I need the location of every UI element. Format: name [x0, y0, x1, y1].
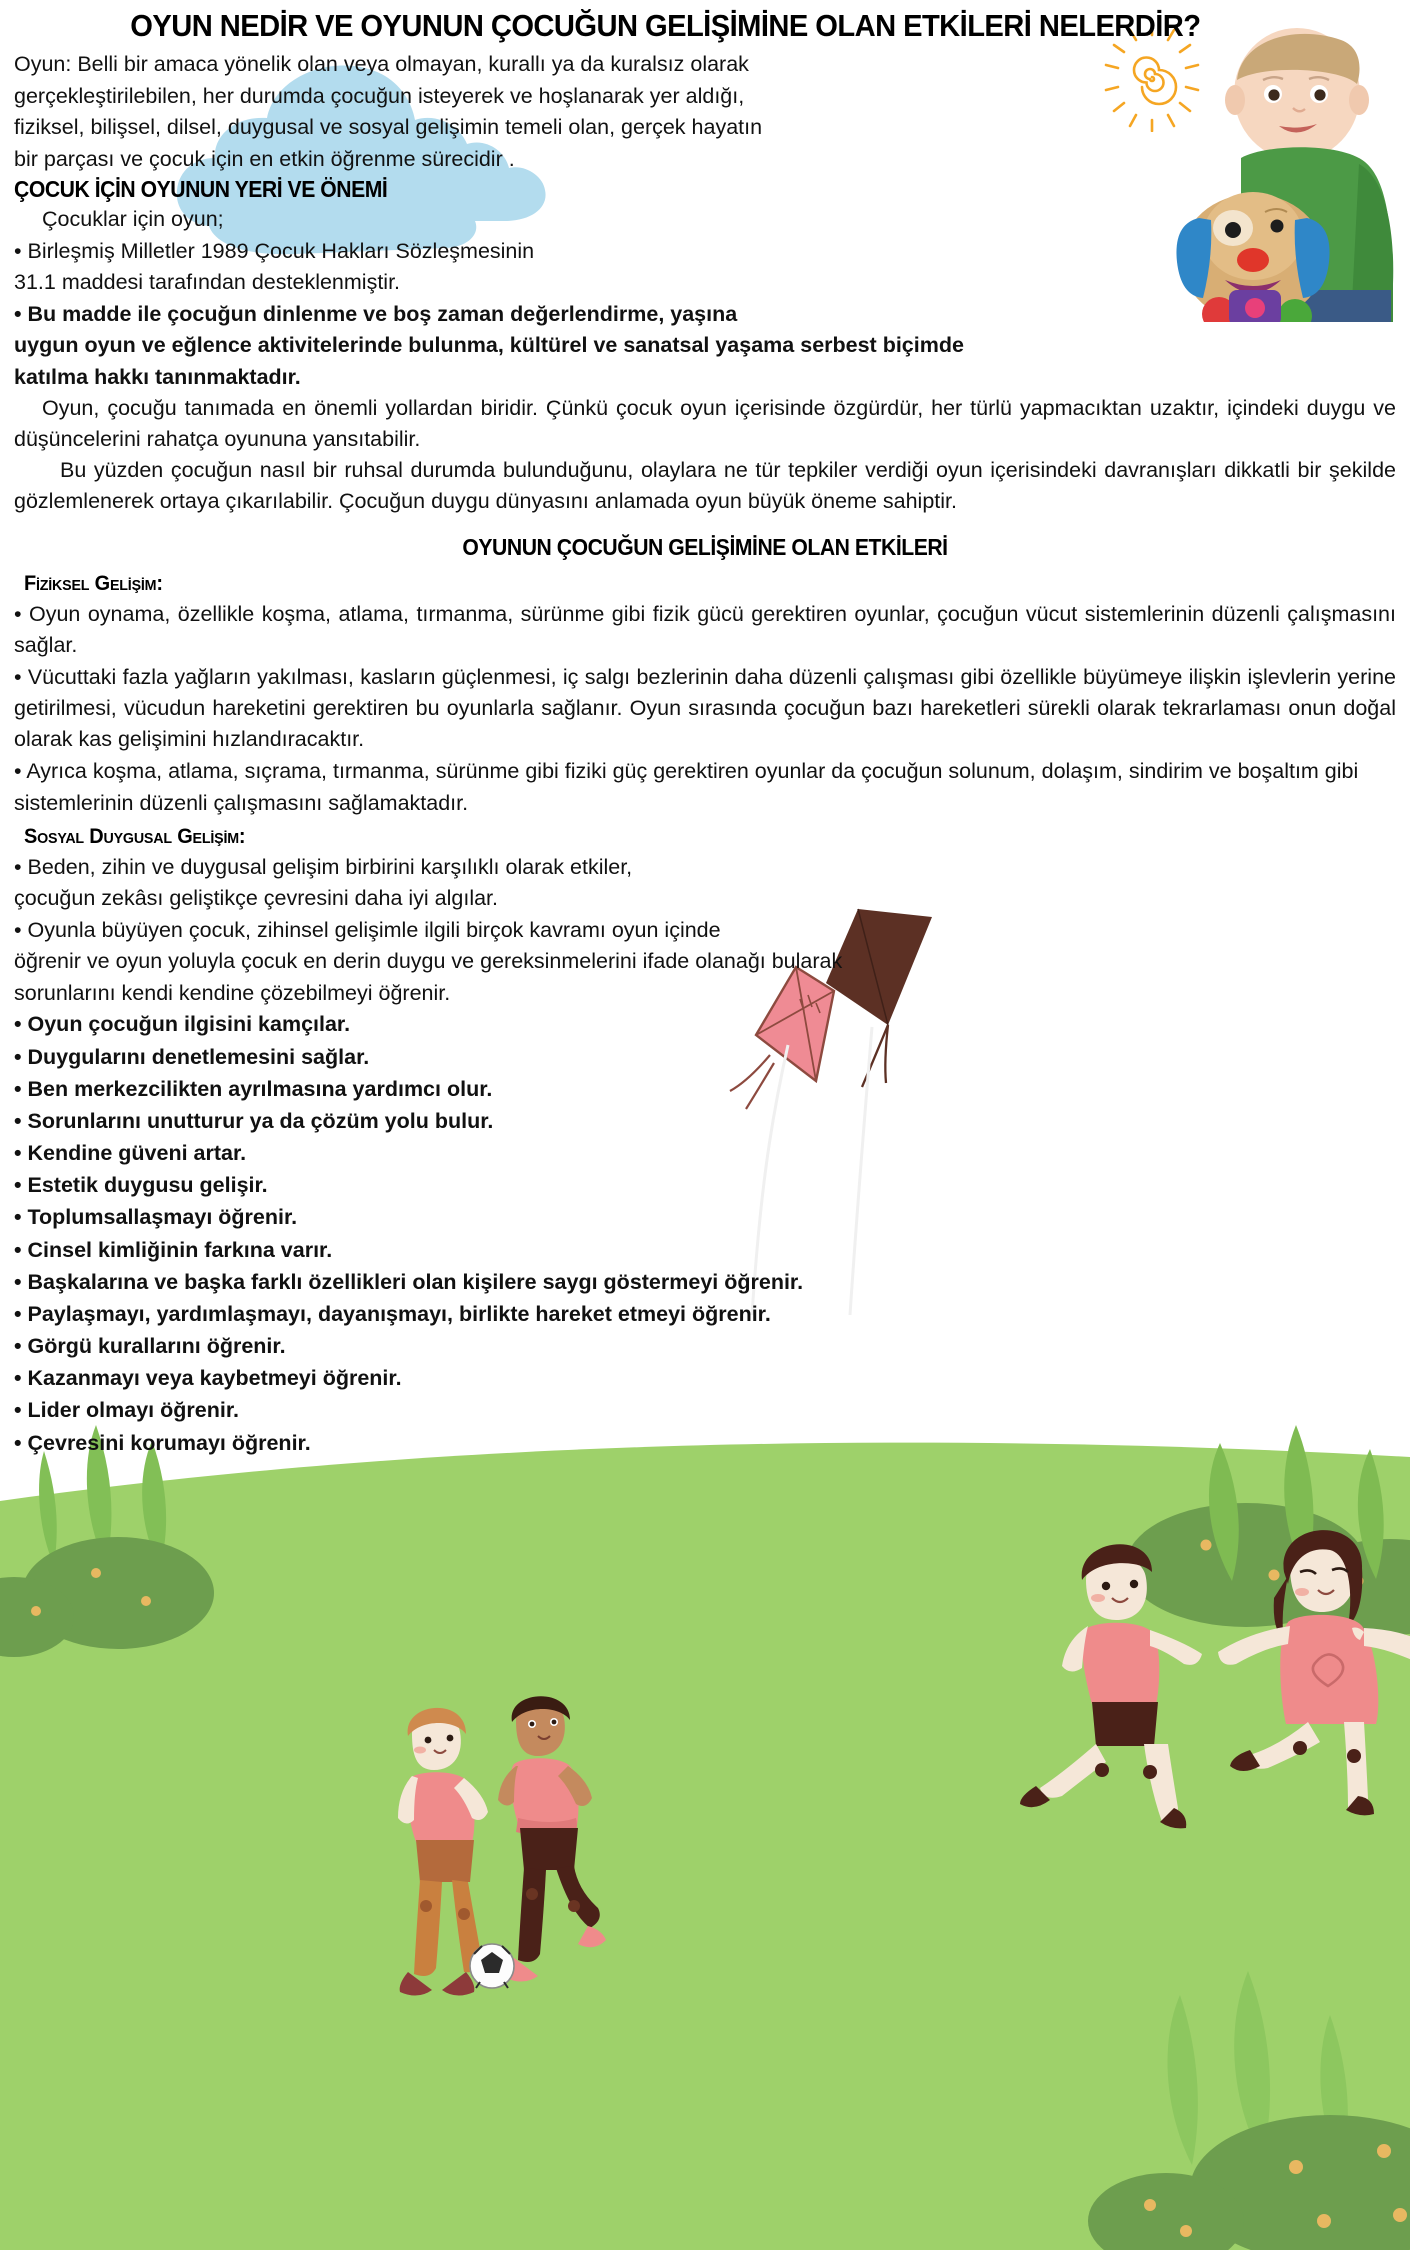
lead-text: Çocuklar için oyun;: [42, 207, 224, 232]
list-item: • Toplumsallaşmayı öğrenir.: [14, 1205, 298, 1230]
section-heading-effects: OYUNUN ÇOCUĞUN GELİŞİMİNE OLAN ETKİLERİ: [462, 534, 948, 561]
physical-development-list: [14, 599, 1396, 819]
social-bullet-1: [14, 852, 1396, 914]
subheading-physical-development: Fiziksel Gelişim:: [24, 571, 163, 595]
social-bullet-1-line-2: çocuğun zekâsı geliştikçe çevresini daha iyi algılar.: [14, 886, 499, 911]
list-item: • Görgü kurallarını öğrenir.: [14, 1334, 286, 1359]
list-item: • Estetik duygusu gelişir.: [14, 1173, 268, 1198]
rights-bullet-line-1: • Bu madde ile çocuğun dinlenme ve boş zaman değerlendirme, yaşına: [14, 301, 738, 326]
two-boys-with-soccer-ball-illustration: [390, 1690, 640, 2060]
boy-and-girl-running-illustration: [1000, 1480, 1410, 1840]
section-heading-place-importance: ÇOCUK İÇİN OYUNUN YERİ VE ÖNEMİ: [14, 176, 388, 203]
social-bullet-2-line-1: • Oyunla büyüyen çocuk, zihinsel gelişimle ilgili birçok kavramı oyun içinde: [14, 917, 721, 942]
list-item: • Vücuttaki fazla yağların yakılması, kasların güçlenmesi, iç salgı bezlerinin daha düzenli çalışması gibi özellikle büyümeye ilişkin işlevlerin yerine getirilmesi, vücudun hareketini gerektiren bu oyunlarla sağlanır. Oyun sırasında çocuğun bazı hareketleri sürekli olarak tekrarlaması onun doğal olarak kas gelişimini hızlandıracaktır.: [14, 664, 1396, 752]
children-rights-block: [14, 204, 1396, 298]
social-emotional-short-list: [14, 1009, 1396, 1458]
list-item: • Paylaşmayı, yardımlaşmayı, dayanışmayı, birlikte hareket etmeyi öğrenir.: [14, 1301, 771, 1326]
social-bullet-2: [14, 915, 1396, 1009]
subheading-social-emotional-development: Sosyal Duygusal Gelişim:: [24, 824, 246, 848]
rights-bullet-line-2: uygun oyun ve eğlence aktivitelerinde bulunma, kültürel ve sanatsal yaşama serbest biçimde: [14, 333, 964, 358]
list-item: • Oyun oynama, özellikle koşma, atlama, tırmanma, sürünme gibi fizik gücü gerektiren oyunlar, çocuğun vücut sistemlerinin düzenli çalışmasını sağlar.: [14, 601, 1396, 657]
definition-block: [14, 49, 1396, 174]
list-item: • Sorunlarını unutturur ya da çözüm yolu bulur.: [14, 1108, 494, 1133]
paragraph-emotional-world: Bu yüzden çocuğun nasıl bir ruhsal durumda bulunduğunu, olaylara ne tür tepkiler verdiği oyun içerisindeki davranışları dikkatli bir şekilde gözlemlenerek ortaya çıkarılabilir. Çocuğun duygu dünyasını anlamada oyun büyük öneme sahiptir.: [14, 458, 1396, 513]
list-item: • Cinsel kimliğinin farkına varır.: [14, 1237, 333, 1262]
page-title: OYUN NEDİR VE OYUNUN ÇOCUĞUN GELİŞİMİNE OLAN ETKİLERİ NELERDİR?: [130, 8, 1201, 43]
un-bullet-line-1: • Birleşmiş Milletler 1989 Çocuk Hakları Sözleşmesinin: [14, 238, 535, 263]
list-item: • Ben merkezcilikten ayrılmasına yardımcı olur.: [14, 1076, 493, 1101]
list-item: • Kendine güveni artar.: [14, 1141, 247, 1166]
list-item: • Başkalarına ve başka farklı özellikleri olan kişilere saygı göstermeyi öğrenir.: [14, 1269, 804, 1294]
list-item: • Kazanmayı veya kaybetmeyi öğrenir.: [14, 1366, 402, 1391]
list-item: • Oyun çocuğun ilgisini kamçılar.: [14, 1012, 351, 1037]
list-item: • Çevresini korumayı öğrenir.: [14, 1430, 311, 1455]
definition-line-2: gerçekleştirilebilen, her durumda çocuğun isteyerek ve hoşlanarak yer aldığı,: [14, 83, 745, 108]
definition-line-4: bir parçası ve çocuk için en etkin öğrenme sürecidir .: [14, 146, 515, 171]
list-item: • Duygularını denetlemesini sağlar.: [14, 1044, 370, 1069]
list-item: • Ayrıca koşma, atlama, sıçrama, tırmanma, sürünme gibi fiziki güç gerektiren oyunlar da çocuğun solunum, dolaşım, sindirim ve boşaltım gibi sistemlerinin düzenli çalışmasını sağlamaktadır.: [14, 759, 1359, 815]
definition-line-3: fiziksel, bilişsel, dilsel, duygusal ve sosyal gelişimin temeli olan, gerçek hayatın: [14, 115, 763, 140]
definition-line-1: Oyun: Belli bir amaca yönelik olan veya olmayan, kurallı ya da kuralsız olarak: [14, 52, 749, 77]
list-item: • Lider olmayı öğrenir.: [14, 1398, 239, 1423]
un-bullet-line-2: 31.1 maddesi tarafından desteklenmiştir.: [14, 270, 401, 295]
social-bullet-2-line-2: öğrenir ve oyun yoluyla çocuk en derin duygu ve gereksinmelerini ifade olanağı bularak: [14, 949, 843, 974]
rights-bullet-line-3: katılma hakkı tanınmaktadır.: [14, 364, 301, 389]
social-bullet-2-line-3: sorunlarını kendi kendine çözebilmeyi öğrenir.: [14, 980, 451, 1005]
paragraph-play-knowing-child: Oyun, çocuğu tanımada en önemli yollardan biridir. Çünkü çocuk oyun içerisinde özgürdür, her türlü yapmacıktan uzaktır, içindeki duygu ve düşüncelerini rahatça oyununa yansıtabilir.: [14, 396, 1396, 451]
social-bullet-1-line-1: • Beden, zihin ve duygusal gelişim birbirini karşılıklı olarak etkiler,: [14, 854, 633, 879]
